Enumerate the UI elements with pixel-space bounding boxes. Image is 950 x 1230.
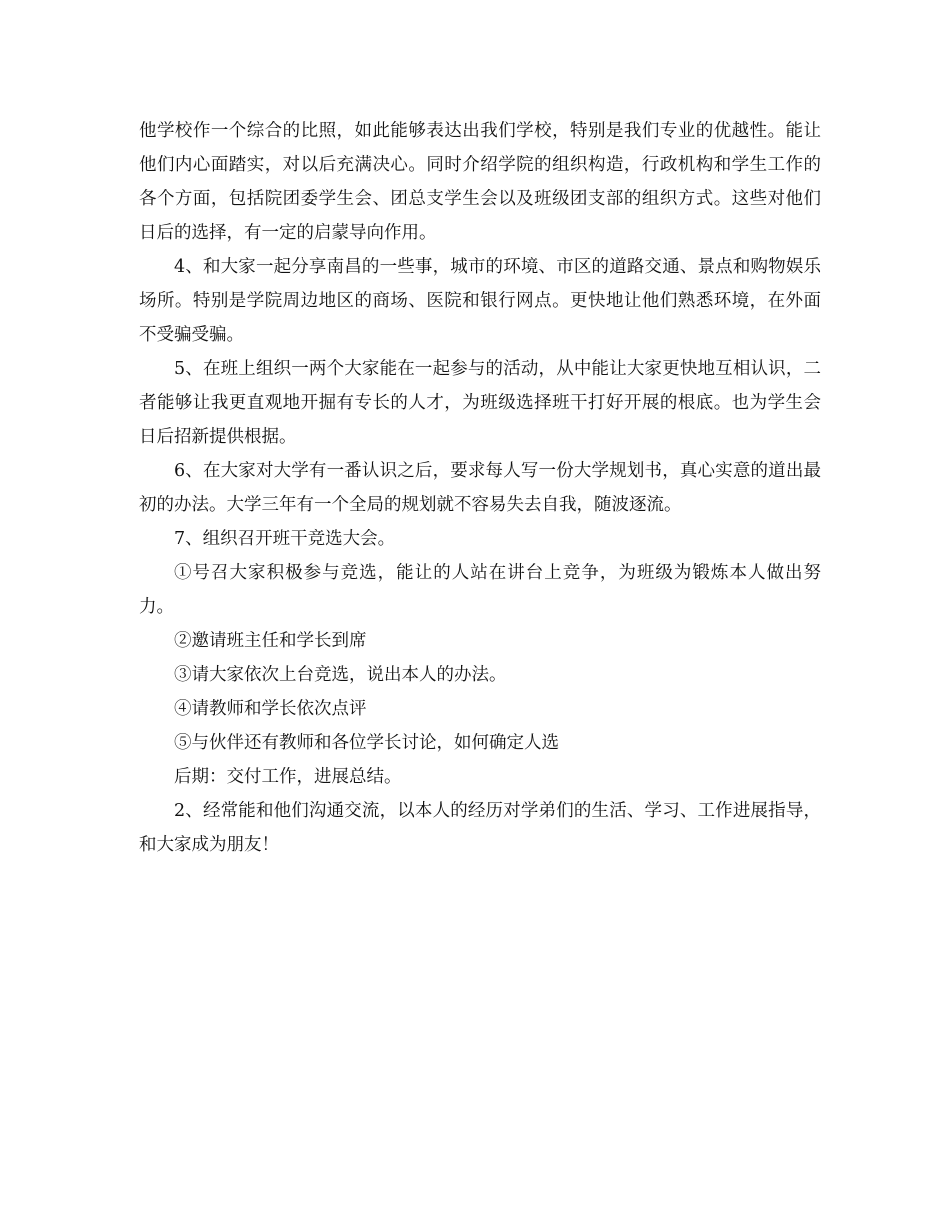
paragraph-continuation: 他学校作一个综合的比照，如此能够表达出我们学校，特别是我们专业的优越性。能让他们内心面踏实，对以后充满决心。同时介绍学院的组织构造，行政机构和学生工作的各个方面，包括院团委学生会、团总支学生会以及班级团支部的组织方式。这些对他们日后的选择，有一定的启蒙导向作用。 <box>139 121 821 243</box>
paragraph-item-2: 2、经常能和他们沟通交流，以本人的经历对学弟们的生活、学习、工作进展指导，和大家成为朋友！ <box>139 801 821 855</box>
sub-item-5: ⑤与伙伴还有教师和各位学长讨论，如何确定人选 <box>174 733 559 753</box>
sub-item-4: ④请教师和学长依次点评 <box>174 699 367 719</box>
paragraph-item-7: 7、组织召开班干竞选大会。 <box>174 529 396 549</box>
paragraph-item-4: 4、和大家一起分享南昌的一些事，城市的环境、市区的道路交通、景点和购物娱乐场所。特别是学院周边地区的商场、医院和银行网点。更快地让他们熟悉环境，在外面不受骗受骗。 <box>139 257 821 345</box>
document-body <box>139 114 821 862</box>
sub-item-2: ②邀请班主任和学长到席 <box>174 631 367 651</box>
paragraph-item-6: 6、在大家对大学有一番认识之后，要求每人写一份大学规划书，真心实意的道出最初的办法。大学三年有一个全局的规划就不容易失去自我，随波逐流。 <box>139 461 821 515</box>
paragraph-item-5: 5、在班上组织一两个大家能在一起参与的活动，从中能让大家更快地互相认识，二者能够让我更直观地开掘有专长的人才，为班级选择班干打好开展的根底。也为学生会日后招新提供根据。 <box>139 359 821 447</box>
sub-item-1: ①号召大家积极参与竞选，能让的人站在讲台上竞争，为班级为锻炼本人做出努力。 <box>139 563 821 617</box>
paragraph-later-stage: 后期：交付工作，进展总结。 <box>174 767 402 787</box>
sub-item-3: ③请大家依次上台竞选，说出本人的办法。 <box>174 665 507 685</box>
